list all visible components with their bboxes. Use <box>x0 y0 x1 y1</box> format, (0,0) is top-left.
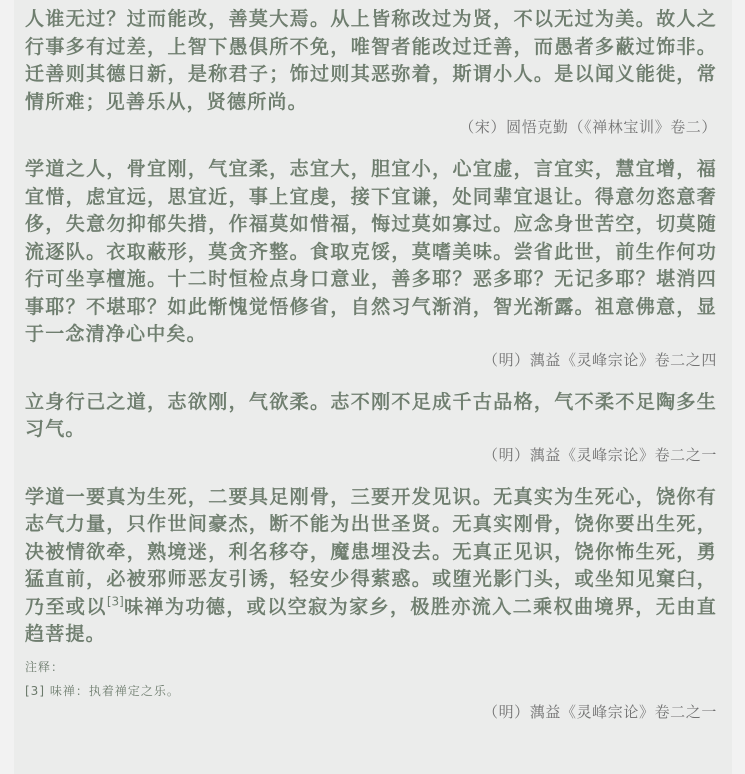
source-3: （明）蕅益《灵峰宗论》卷二之一 <box>482 445 717 464</box>
source-2: （明）蕅益《灵峰宗论》卷二之四 <box>482 350 717 369</box>
paragraph-1: 人谁无过？过而能改，善莫大焉。从上皆称改过为贤，不以无过为美。故人之行事多有过差，上智下愚俱所不免，唯智者能改过迁善，而愚者多蔽过饰非。迁善则其德日新，是称君子；饰过则其恶弥着，斯谓小人。是以闻义能徙，常情所难；见善乐从，贤德所尚。 <box>25 8 717 113</box>
paragraph-3: 立身行己之道，志欲刚，气欲柔。志不刚不足成千古品格，气不柔不足陶多生习气。 <box>25 390 717 440</box>
spacer <box>25 138 717 156</box>
spacer <box>25 371 717 389</box>
footnote-mark[interactable]: [3] <box>106 594 124 609</box>
source-4: （明）蕅益《灵峰宗论》卷二之一 <box>482 702 717 721</box>
spacer <box>25 466 717 484</box>
paragraph-4 <box>25 484 717 649</box>
document-content <box>25 6 717 723</box>
footnote-item: [3] 味禅：执着禅定之乐。 <box>25 683 180 698</box>
notes-heading: 注释： <box>25 659 65 674</box>
document-page <box>14 0 732 774</box>
paragraph-4-text-before: 学道一要真为生死，二要具足刚骨，三要开发见识。无真实为生死心，饶你有志气力量，只作世间豪杰，断不能为出世圣贤。无真实刚骨，饶你要出生死，决被情欲牵，熟境迷，利名移夺，魔患埋没去。无真正见识，饶你怖生死，勇猛直前，必被邪师恶友引诱，轻安少得萦惑。或堕光影门头，或坐知见窠臼，乃至或以 <box>25 485 717 618</box>
paragraph-4-text-after: 味禅为功德，或以空寂为家乡，极胜亦流入二乘权曲境界，无由直趋菩提。 <box>25 595 717 645</box>
paragraph-2: 学道之人，骨宜刚，气宜柔，志宜大，胆宜小，心宜虚，言宜实，慧宜增，福宜惜，虑宜远，思宜近，事上宜虔，接下宜谦，处同辈宜退让。得意勿恣意奢侈，失意勿抑郁失措，作福莫如惜福，悔过莫如寡过。应念身世苦空，切莫随流逐队。衣取蔽形，莫贪齐整。食取克馁，莫嗜美味。尝省此世，前生作何功行可坐享檀施。十二时恒检点身口意业，善多耶？恶多耶？无记多耶？堪消四事耶？不堪耶？如此惭愧觉悟修省，自然习气渐消，智光渐露。祖意佛意，显于一念清净心中矣。 <box>25 158 717 345</box>
source-1: （宋）圆悟克勤（《禅林宝训》卷二） <box>459 118 717 136</box>
